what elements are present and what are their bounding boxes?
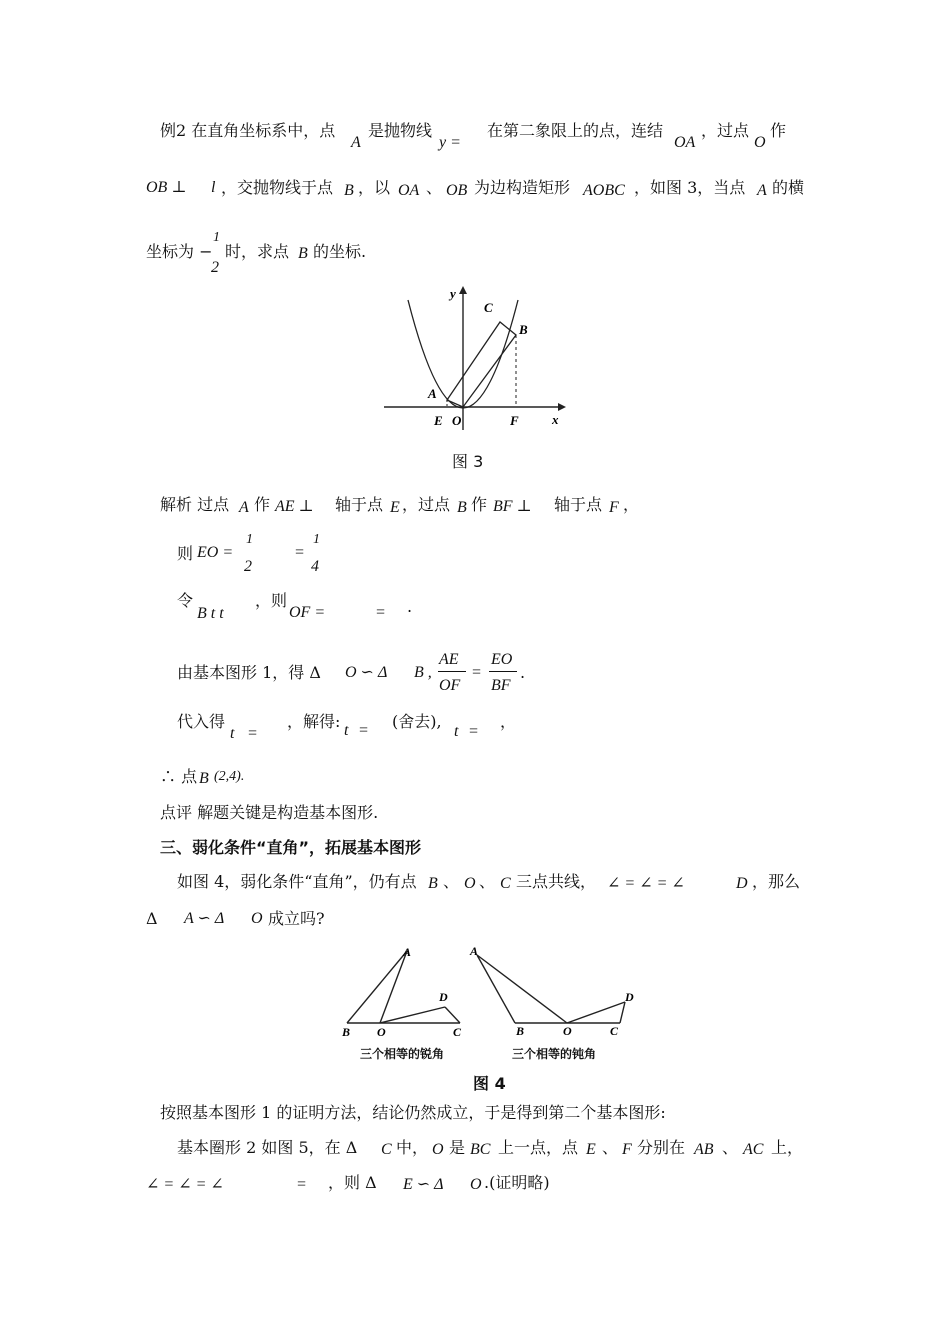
paragraph-text: 中， xyxy=(396,1138,429,1157)
point-o: O xyxy=(464,875,476,892)
math-aobc: AOBC xyxy=(583,182,625,199)
solution-text: 则 xyxy=(177,544,194,563)
p1-text: 在第二象限上的点，连结 xyxy=(487,121,664,140)
paragraph-text: 、 xyxy=(722,1138,739,1157)
solution-text: (舍去), xyxy=(392,712,442,731)
figure-4-caption: 图 4 xyxy=(473,1074,506,1093)
solution-text: ，过点 xyxy=(402,495,451,514)
p1-text: ，过点 xyxy=(701,121,750,140)
math-eo-eq: EO = xyxy=(197,544,234,561)
point-b: B xyxy=(199,770,209,787)
math-similar: B , xyxy=(414,664,432,681)
label-a: A xyxy=(470,944,479,958)
point-f: F xyxy=(622,1141,632,1158)
math-ac: AC xyxy=(743,1141,764,1158)
label-a: A xyxy=(403,945,412,959)
math-similar: O ∽ Δ xyxy=(345,664,388,681)
solution-text: ，则 xyxy=(255,591,288,610)
math-bc: BC xyxy=(470,1141,491,1158)
p1-text: 是抛物线 xyxy=(368,121,433,140)
section-title: 三、弱化条件“直角”，拓展基本图形 xyxy=(160,838,422,857)
paragraph-text: 、 xyxy=(602,1138,619,1157)
point-a: A xyxy=(239,499,249,516)
point-b: B xyxy=(457,499,467,516)
line-dc xyxy=(620,1002,625,1023)
math-ob: OB xyxy=(446,182,468,199)
solution-text: 由基本图形 1，得 Δ xyxy=(177,663,321,682)
point-o: O xyxy=(470,1176,482,1193)
point-d: D xyxy=(736,875,748,892)
p1-text: 为边构造矩形 xyxy=(474,178,571,197)
section-text: 成立吗? xyxy=(268,909,325,928)
line-ao xyxy=(477,955,567,1023)
math-b-t-t: B t t xyxy=(197,605,224,622)
p1-text: 、 xyxy=(426,178,443,197)
solution-text: ∴ 点 xyxy=(160,767,198,786)
math-eq: = xyxy=(247,725,258,742)
fraction-numerator: EO xyxy=(491,651,513,668)
point-o: O xyxy=(754,134,766,151)
solution-text: . xyxy=(520,663,526,682)
math-eq: = xyxy=(375,604,386,621)
label-o: O xyxy=(563,1024,572,1038)
line-od xyxy=(567,1002,625,1023)
label-x: x xyxy=(552,412,559,427)
math-t2: t xyxy=(454,723,459,740)
math-ae-perp: AE ⊥ xyxy=(275,498,314,515)
solution-text: 轴于点 xyxy=(554,495,603,514)
section-text: 、 xyxy=(479,872,496,891)
math-angles: ∠ = ∠ = ∠ xyxy=(146,1176,224,1193)
math-similar: E ∽ Δ xyxy=(403,1176,444,1193)
math-bf-perp: BF ⊥ xyxy=(493,498,532,515)
paragraph-text: 是 xyxy=(449,1138,466,1157)
p1-text: 例2 在直角坐标系中，点 xyxy=(160,121,336,140)
paragraph-text: .(证明略) xyxy=(484,1173,550,1192)
label-o: O xyxy=(452,413,462,428)
solution-text: 作 xyxy=(471,495,488,514)
section-text: 三点共线， xyxy=(516,872,597,891)
math-oa: OA xyxy=(674,134,696,151)
section-text: Δ xyxy=(146,909,158,928)
label-c: C xyxy=(453,1025,462,1039)
paragraph-text: ，则 Δ xyxy=(328,1173,377,1192)
label-d: D xyxy=(625,990,634,1004)
line-ba xyxy=(347,951,407,1023)
solution-text: 轴于点 xyxy=(335,495,384,514)
fraction-numerator: 1 xyxy=(313,532,320,547)
point-c: C xyxy=(500,875,511,892)
figure-4-acute-angles xyxy=(335,935,475,1045)
section-text: 如图 4，弱化条件“直角”，仍有点 xyxy=(177,872,417,891)
math-eq: = xyxy=(296,1176,307,1193)
solution-text: 作 xyxy=(254,495,271,514)
math-eq: = xyxy=(358,722,369,739)
y-axis-arrow-icon xyxy=(459,286,467,294)
figure-4-left-caption: 三个相等的锐角 xyxy=(360,1047,445,1061)
solution-text: 解析 过点 xyxy=(160,495,230,514)
math-ob-perp: OB ⊥ xyxy=(146,179,187,196)
fraction-denominator: OF xyxy=(439,677,461,694)
math-eq: = xyxy=(468,723,479,740)
line-od xyxy=(380,1007,445,1023)
label-e: E xyxy=(434,413,443,428)
point-f: F xyxy=(609,499,619,516)
point-e: E xyxy=(586,1141,596,1158)
label-b: B xyxy=(519,322,528,337)
solution-text: ，解得: xyxy=(287,712,341,731)
point-c: C xyxy=(381,1141,392,1158)
paragraph-text: 分别在 xyxy=(637,1138,686,1157)
math-y: y = xyxy=(439,134,461,151)
line-ba xyxy=(477,955,515,1023)
fraction-numerator: AE xyxy=(439,651,459,668)
solution-text: ， xyxy=(500,712,517,731)
math-eq: = xyxy=(471,664,482,681)
line-ao xyxy=(380,951,407,1023)
label-a: A xyxy=(428,386,437,401)
paragraph-text: 上， xyxy=(771,1138,804,1157)
paragraph-text: 上一点，点 xyxy=(498,1138,579,1157)
point-b: B xyxy=(298,245,308,262)
fraction-bar xyxy=(438,671,466,672)
math-of-eq: OF = xyxy=(289,604,326,621)
rectangle-aobc xyxy=(447,322,516,407)
p1-text: 时，求点 xyxy=(225,242,290,261)
p1-text: ，如图 3，当点 xyxy=(634,178,746,197)
label-d: D xyxy=(439,990,448,1004)
figure-3-caption: 图 3 xyxy=(452,452,484,471)
section-text: ，那么 xyxy=(752,872,801,891)
solution-text: ， xyxy=(623,495,640,514)
solution-text: 代入得 xyxy=(177,712,226,731)
math-eq: = xyxy=(294,544,305,561)
solution-text: 令 xyxy=(177,591,194,610)
paragraph-text: 基本圈形 2 如图 5，在 Δ xyxy=(177,1138,358,1157)
math-t1: t xyxy=(344,722,349,739)
label-b: B xyxy=(516,1024,525,1038)
section-text: 、 xyxy=(443,872,460,891)
p1-text: 坐标为 − xyxy=(146,242,213,261)
figure-4-obtuse-angles xyxy=(465,935,645,1045)
point-e: E xyxy=(390,499,400,516)
figure-4-right-caption: 三个相等的钝角 xyxy=(512,1047,597,1061)
math-b-coord: (2,4). xyxy=(214,769,245,784)
label-o: O xyxy=(377,1025,386,1039)
solution-text: . xyxy=(407,597,413,616)
fraction-numerator: 1 xyxy=(246,532,253,547)
fraction-denominator: BF xyxy=(491,677,511,694)
point-b: B xyxy=(428,875,438,892)
p1-text: 作 xyxy=(770,121,787,140)
point-a: A xyxy=(351,134,361,151)
figure-3-parabola-graph xyxy=(380,280,580,430)
label-f: F xyxy=(510,413,519,428)
p1-text: 的横 xyxy=(772,178,805,197)
point-o: O xyxy=(432,1141,444,1158)
math-similar: A ∽ Δ xyxy=(184,910,225,927)
fraction-denominator: 2 xyxy=(244,558,252,575)
fraction-numerator: 1 xyxy=(213,230,220,245)
paragraph-text: 按照基本图形 1 的证明方法，结论仍然成立，于是得到第二个基本图形: xyxy=(160,1103,666,1122)
p1-text: 的坐标. xyxy=(313,242,367,261)
math-t: t xyxy=(230,725,235,742)
fraction-denominator: 4 xyxy=(311,558,319,575)
point-b: B xyxy=(344,182,354,199)
fraction-bar xyxy=(489,671,517,672)
math-angles: ∠ = ∠ = ∠ xyxy=(607,875,685,892)
comment-text: 点评 解题关键是构造基本图形. xyxy=(160,803,379,822)
p1-text: ，交抛物线于点 xyxy=(221,178,334,197)
label-c: C xyxy=(610,1024,619,1038)
point-o: O xyxy=(251,910,263,927)
p1-text: ，以 xyxy=(358,178,391,197)
x-axis-arrow-icon xyxy=(558,403,566,411)
point-a: A xyxy=(757,182,767,199)
math-ab: AB xyxy=(694,1141,714,1158)
math-oa: OA xyxy=(398,182,420,199)
line-dc xyxy=(445,1007,460,1023)
label-y: y xyxy=(450,286,456,301)
math-l: l xyxy=(211,179,216,196)
label-b: B xyxy=(342,1025,351,1039)
fraction-denominator: 2 xyxy=(211,259,219,276)
label-c: C xyxy=(484,300,493,315)
